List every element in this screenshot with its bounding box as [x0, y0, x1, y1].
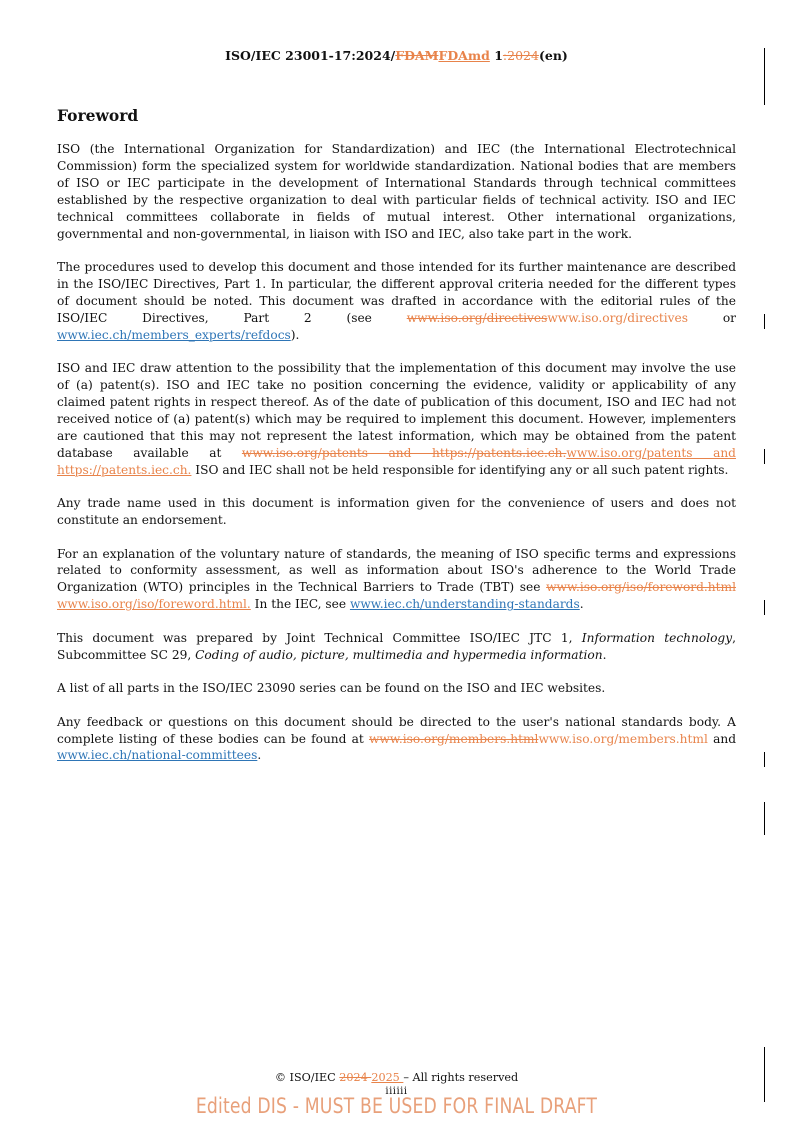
foreword-body	[57, 141, 736, 781]
header-deleted-stage: FDAM	[395, 48, 439, 63]
paragraph-2-text: The procedures used to develop this document and those intended for its further maintenance are described in the ISO/IEC Directives, Part 1. In particular, the different approval criteria needed for the different types of document should be noted. This document was drafted in accordance with the editorial rules of the ISO/IEC Directives, Part 2 (see	[57, 260, 736, 325]
paragraph-3-end: ISO and IEC shall not be held responsible for identifying any or all such patent rights.	[191, 462, 729, 477]
change-bar	[764, 802, 765, 835]
deleted-members-link[interactable]: www.iso.org/members.html	[368, 731, 539, 746]
change-bar	[764, 314, 765, 329]
paragraph-1: ISO (the International Organization for Standardization) and IEC (the International Electrotechnical Commission) form the specialized system for worldwide standardization. National bodies that are members of ISO or IEC participate in the development of International Standards through technical committees established by the respective organization to deal with particular fields of technical activity. ISO and IEC technical committees collaborate in fields of mutual interest. Other international organizations, governmental and non-governmental, in liaison with ISO and IEC, also take part in the work.	[57, 142, 736, 241]
header-language: (en)	[538, 48, 568, 63]
copyright-suffix: – All rights reserved	[403, 1071, 519, 1084]
header-deleted-year: :2024	[502, 48, 539, 63]
paragraph-6-end: .	[602, 647, 607, 662]
iec-refdocs-link[interactable]: www.iec.ch/members_experts/refdocs	[57, 327, 291, 342]
paragraph-6	[57, 630, 736, 664]
change-bar	[764, 752, 765, 767]
deleted-directives-link[interactable]: www.iso.org/directives	[406, 310, 548, 325]
and-text: and	[707, 731, 736, 746]
footer-deleted-year: 2024	[339, 1071, 372, 1084]
paragraph-5-end: .	[579, 597, 584, 612]
paragraph-5-text: For an explanation of the voluntary nature of standards, the meaning of ISO specific terms and expressions related to conformity assessment, as well as information about ISO's adherence to the World Trade Organization (WTO) principles in the Technical Barriers to Trade (TBT) see	[57, 546, 736, 595]
draft-watermark: Edited DIS - MUST BE USED FOR FINAL DRAFT	[195, 1094, 598, 1118]
paragraph-6-text: This document was prepared by Joint Technical Committee ISO/IEC JTC 1,	[57, 630, 582, 645]
committee-title: Information technology	[581, 630, 733, 645]
document-header	[0, 48, 793, 63]
section-title: Foreword	[57, 106, 139, 125]
inserted-members-link[interactable]: www.iso.org/members.html	[538, 731, 708, 746]
paragraph-7: A list of all parts in the ISO/IEC 23090 series can be found on the ISO and IEC websites.	[57, 681, 606, 696]
header-amendment-number: 1	[489, 48, 503, 63]
or-text: or	[688, 310, 736, 325]
inserted-directives-link[interactable]: www.iso.org/directives	[547, 310, 689, 325]
iec-understanding-standards-link[interactable]: www.iec.ch/understanding-standards	[349, 597, 580, 612]
header-inserted-stage: FDAmd	[438, 48, 490, 63]
deleted-patents-link[interactable]: www.iso.org/patents and https://patents.iec.ch.	[241, 445, 567, 460]
copyright-prefix: © ISO/IEC	[274, 1071, 340, 1084]
deleted-foreword-link[interactable]: www.iso.org/iso/foreword.html	[546, 580, 736, 595]
inserted-foreword-link[interactable]: www.iso.org/iso/foreword.html.	[57, 597, 251, 612]
paragraph-3-text: ISO and IEC draw attention to the possibility that the implementation of this document may involve the use of (a) patent(s). ISO and IEC take no position concerning the evidence, validity or applicability of any claimed patent rights in respect thereof. As of the date of publication of this document, ISO and IEC had not received notice of (a) patent(s) which may be required to implement this document. However, implementers are cautioned that this may not represent the latest information, which may be obtained from the patent database available at	[57, 361, 736, 460]
paragraph-5-mid: In the IEC, see	[250, 597, 350, 612]
paragraph-8-end: .	[257, 748, 262, 763]
paragraph-4: Any trade name used in this document is information given for the convenience of users and does not constitute an endorsement.	[57, 496, 736, 527]
paragraph-5	[57, 546, 736, 614]
page-number: iiiiii	[385, 1086, 408, 1097]
change-bar	[764, 449, 765, 464]
footer-inserted-year: 2025	[371, 1071, 404, 1084]
change-bar	[764, 48, 765, 105]
paragraph-3	[57, 360, 736, 478]
paragraph-8	[57, 714, 736, 765]
paragraph-2-end: ).	[290, 327, 300, 342]
subcommittee-title: Coding of audio, picture, multimedia and hypermedia information	[195, 647, 603, 662]
paragraph-6-mid: , Subcommittee SC 29,	[57, 630, 736, 662]
copyright-footer	[0, 1071, 793, 1084]
iec-national-committees-link[interactable]: www.iec.ch/national-committees	[57, 748, 258, 763]
paragraph-8-text: Any feedback or questions on this document should be directed to the user's national standards body. A complete listing of these bodies can be found at	[57, 714, 736, 746]
paragraph-2	[57, 259, 736, 344]
inserted-patents-link[interactable]: www.iso.org/patents and https://patents.iec.ch.	[57, 445, 736, 477]
change-bar	[764, 600, 765, 615]
header-base: ISO/IEC 23001-17:2024/	[225, 48, 396, 63]
